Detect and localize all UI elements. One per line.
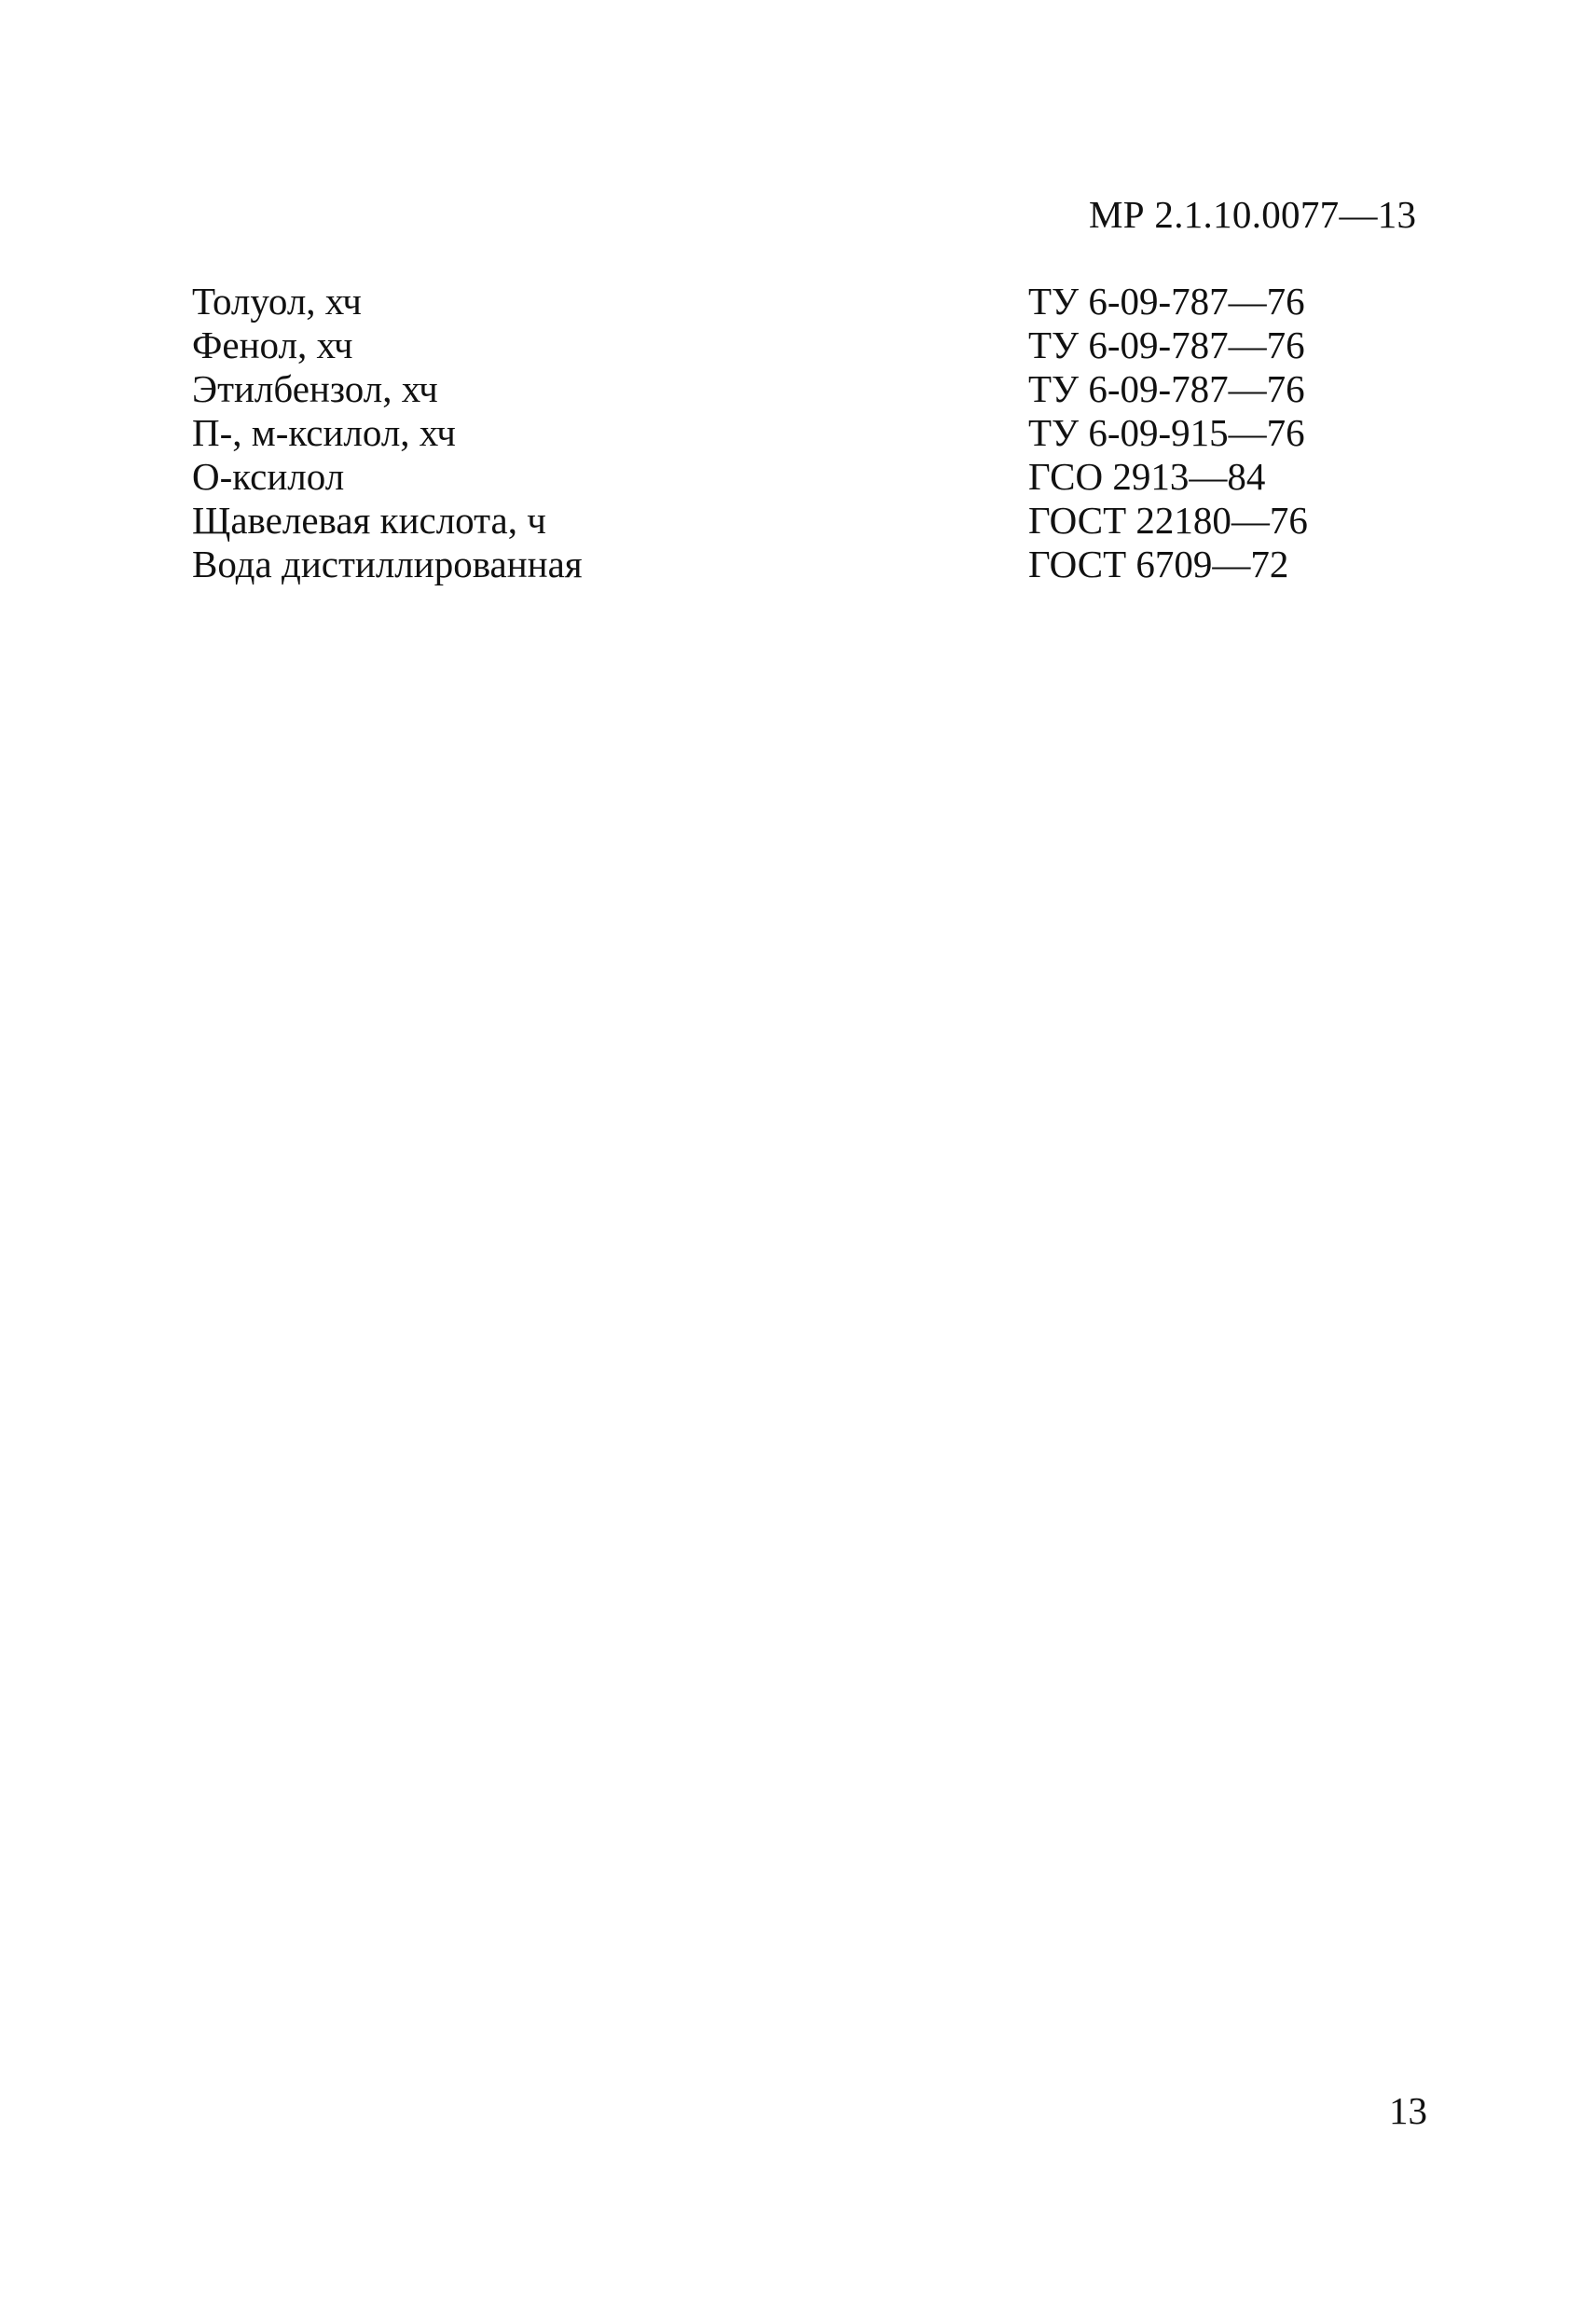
reagent-row: [192, 323, 1367, 367]
reagent-list: [192, 280, 1367, 586]
reagent-name: Фенол, хч: [192, 323, 353, 366]
reagent-name: Этилбензол, хч: [192, 367, 438, 410]
reagent-row: [192, 543, 1367, 586]
reagent-standard: ТУ 6-09-787—76: [1028, 323, 1305, 366]
reagent-name: П-, м-ксилол, хч: [192, 411, 456, 454]
reagent-name: Щавелевая кислота, ч: [192, 499, 546, 542]
document-code: МР 2.1.10.0077—13: [1089, 193, 1417, 236]
reagent-row: [192, 499, 1367, 543]
reagent-standard: ТУ 6-09-787—76: [1028, 280, 1305, 323]
reagent-standard: ГСО 2913—84: [1028, 455, 1266, 498]
reagent-name: О-ксилол: [192, 455, 345, 498]
reagent-name: Вода дистиллированная: [192, 543, 583, 585]
reagent-name: Толуол, хч: [192, 280, 362, 323]
reagent-row: [192, 280, 1367, 323]
reagent-standard: ТУ 6-09-915—76: [1028, 411, 1305, 454]
page-number: 13: [1389, 2089, 1427, 2132]
reagent-standard: ГОСТ 22180—76: [1028, 499, 1308, 542]
reagent-standard: ТУ 6-09-787—76: [1028, 367, 1305, 410]
reagent-row: [192, 411, 1367, 455]
reagent-standard: ГОСТ 6709—72: [1028, 543, 1289, 585]
reagent-row: [192, 367, 1367, 411]
reagent-row: [192, 455, 1367, 499]
